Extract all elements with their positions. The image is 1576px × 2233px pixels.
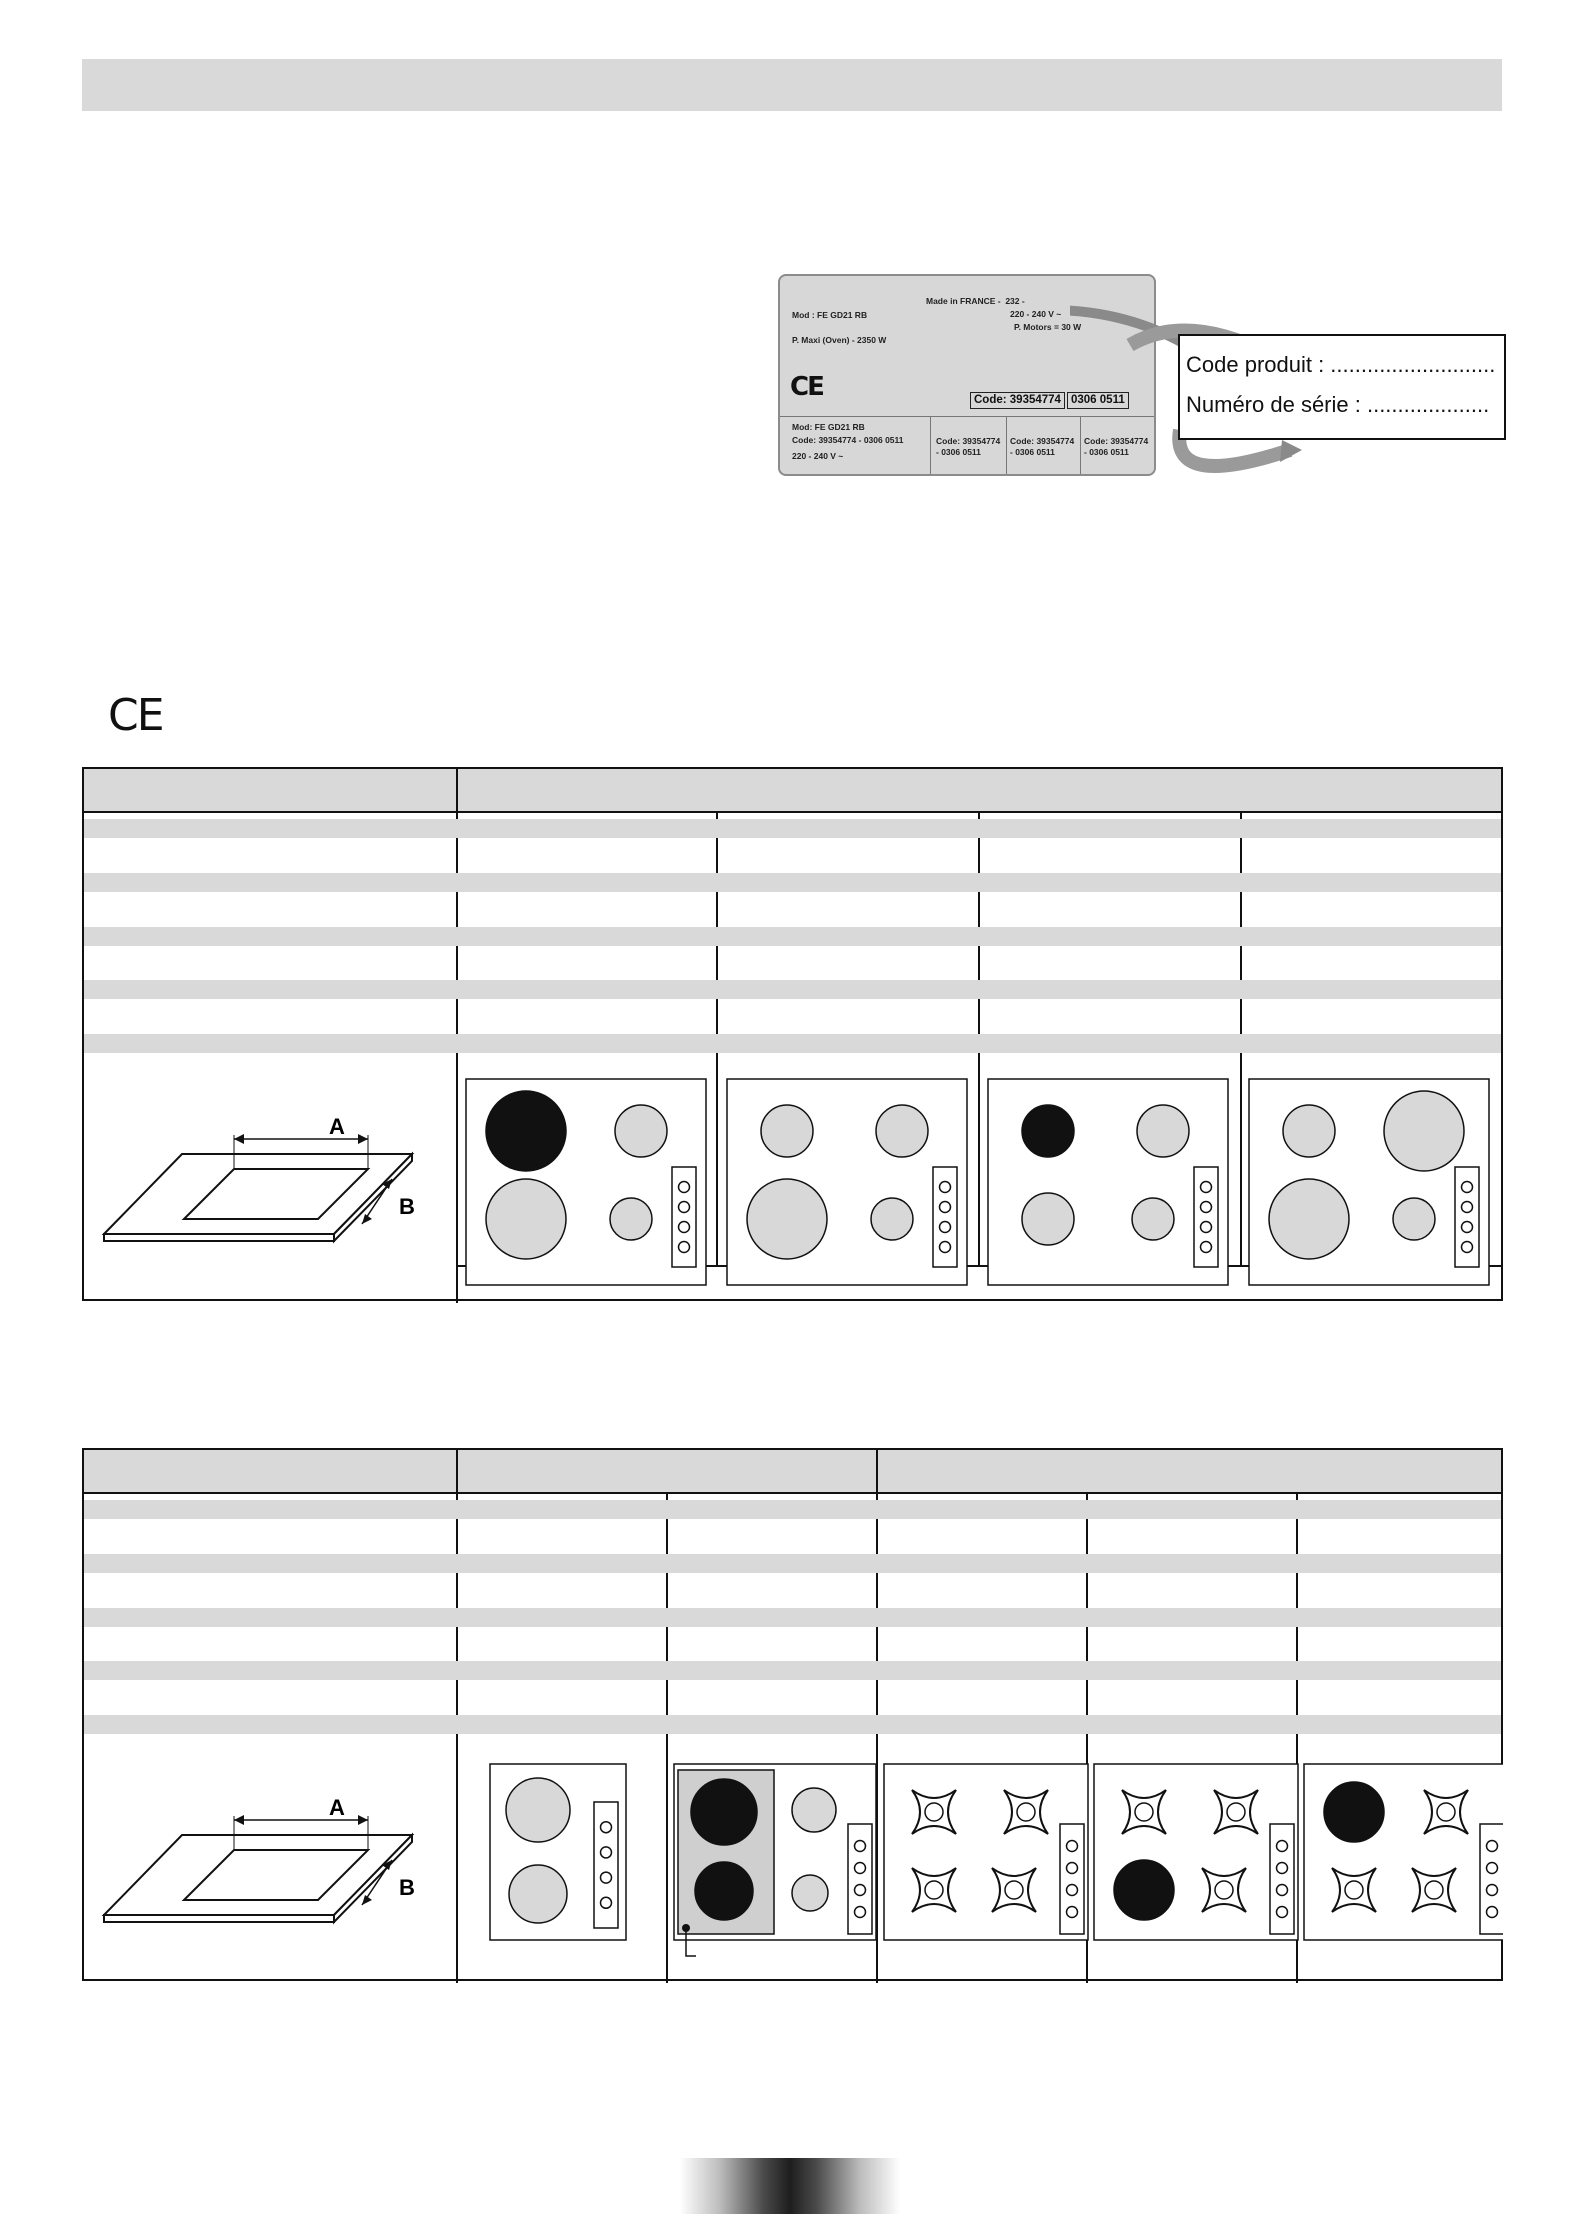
plate-voltage-top: 220 - 240 V ~ bbox=[1010, 309, 1062, 319]
knob-icon bbox=[1067, 1863, 1078, 1874]
knob-icon bbox=[1201, 1242, 1212, 1253]
cooking-zone bbox=[747, 1179, 827, 1259]
hot-plate-zone bbox=[1114, 1860, 1174, 1920]
cooking-zone bbox=[1132, 1198, 1174, 1240]
knob-icon bbox=[1462, 1182, 1473, 1193]
knob-icon bbox=[1067, 1885, 1078, 1896]
cooking-zone bbox=[610, 1198, 652, 1240]
burner-cap bbox=[1005, 1881, 1023, 1899]
dimension-b-label: B bbox=[399, 1194, 415, 1219]
knob-icon bbox=[679, 1202, 690, 1213]
cutout-diagram bbox=[94, 1780, 454, 1940]
table-row bbox=[84, 1034, 1501, 1053]
burner-cap bbox=[1017, 1803, 1035, 1821]
knob-icon bbox=[679, 1242, 690, 1253]
burner-cap bbox=[925, 1881, 943, 1899]
plate-model-2: Mod: FE GD21 RB bbox=[792, 422, 865, 432]
burner-cap bbox=[1437, 1803, 1455, 1821]
numero-serie-label: Numéro de série : .................... bbox=[1186, 392, 1490, 417]
plate-max-power: P. Maxi (Oven) - 2350 W bbox=[792, 335, 887, 345]
hot-plate-zone bbox=[486, 1091, 566, 1171]
knob-icon bbox=[940, 1202, 951, 1213]
plate-code: Code: 39354774 bbox=[970, 392, 1065, 409]
hot-plate-zone bbox=[1324, 1782, 1384, 1842]
hob-layout bbox=[1094, 1764, 1298, 1940]
burner-cap bbox=[1215, 1881, 1233, 1899]
knob-icon bbox=[601, 1822, 612, 1833]
knob-icon bbox=[1462, 1222, 1473, 1233]
plate-col-divider bbox=[1006, 416, 1007, 474]
knob-icon bbox=[1277, 1863, 1288, 1874]
knob-icon bbox=[679, 1222, 690, 1233]
knob-icon bbox=[1277, 1885, 1288, 1896]
plate-motors-power: P. Motors = 30 W bbox=[1014, 322, 1082, 332]
hob-layout bbox=[1304, 1764, 1503, 1940]
page-number-tab bbox=[680, 2158, 900, 2214]
cooking-zone bbox=[876, 1105, 928, 1157]
hob-outline bbox=[988, 1079, 1228, 1285]
hot-plate-zone bbox=[691, 1779, 757, 1845]
cooking-zone bbox=[792, 1788, 836, 1832]
cooking-zone bbox=[871, 1198, 913, 1240]
burner-cap bbox=[1135, 1803, 1153, 1821]
cooking-zone bbox=[792, 1875, 828, 1911]
knob-icon bbox=[855, 1841, 866, 1852]
header-band bbox=[82, 59, 1502, 111]
table-header bbox=[84, 1450, 1501, 1492]
table-row bbox=[84, 873, 1501, 892]
knob-icon bbox=[1462, 1242, 1473, 1253]
table-row bbox=[84, 1500, 1501, 1519]
plate-col-code: Code: 39354774 - 0306 0511 bbox=[1010, 436, 1075, 457]
knob-icon bbox=[679, 1182, 690, 1193]
plate-col-divider bbox=[930, 416, 931, 474]
knob-icon bbox=[1277, 1907, 1288, 1918]
cooking-zone bbox=[761, 1105, 813, 1157]
cooking-zone bbox=[1393, 1198, 1435, 1240]
cooking-zone bbox=[1137, 1105, 1189, 1157]
knob-icon bbox=[601, 1847, 612, 1858]
knob-icon bbox=[855, 1907, 866, 1918]
burner-cap bbox=[1425, 1881, 1443, 1899]
burner-cap bbox=[925, 1803, 943, 1821]
table-row bbox=[84, 819, 1501, 838]
knob-icon bbox=[940, 1242, 951, 1253]
hob-layout bbox=[988, 1079, 1228, 1285]
knob-icon bbox=[1487, 1885, 1498, 1896]
knob-icon bbox=[1487, 1841, 1498, 1852]
spec-table-1 bbox=[82, 767, 1503, 1301]
plate-serial: 0306 0511 bbox=[1067, 392, 1129, 409]
dimension-a-label: A bbox=[329, 1114, 345, 1139]
cooking-zone bbox=[615, 1105, 667, 1157]
plate-made-in: Made in FRANCE - 232 - bbox=[926, 296, 1025, 306]
ce-mark-icon: CE bbox=[108, 690, 163, 741]
cooking-zone bbox=[1022, 1193, 1074, 1245]
hot-plate-zone bbox=[1022, 1105, 1074, 1157]
plate-voltage-bottom: 220 - 240 V ~ bbox=[792, 451, 844, 461]
burner-cap bbox=[1227, 1803, 1245, 1821]
hob-outline bbox=[727, 1079, 967, 1285]
dimension-b-label: B bbox=[399, 1875, 415, 1900]
cooking-zone bbox=[506, 1778, 570, 1842]
burner-cap bbox=[1345, 1881, 1363, 1899]
cooking-zone bbox=[1269, 1179, 1349, 1259]
plate-model: Mod : FE GD21 RB bbox=[792, 310, 868, 320]
table-row bbox=[84, 927, 1501, 946]
dimension-a-label: A bbox=[329, 1795, 345, 1820]
knob-icon bbox=[1462, 1202, 1473, 1213]
hob-layout bbox=[466, 1079, 706, 1285]
cooking-zone bbox=[509, 1865, 567, 1923]
cooking-zone bbox=[1384, 1091, 1464, 1171]
knob-icon bbox=[940, 1182, 951, 1193]
plate-col-code: Code: 39354774 - 0306 0511 bbox=[1084, 436, 1149, 457]
code-produit-label: Code produit : ........................... bbox=[1186, 352, 1496, 377]
table-row bbox=[84, 1661, 1501, 1680]
plate-code-full: Code: 39354774 - 0306 0511 bbox=[792, 435, 904, 445]
hob-outline bbox=[884, 1764, 1088, 1940]
knob-icon bbox=[601, 1872, 612, 1883]
plate-col-code: Code: 39354774 - 0306 0511 bbox=[936, 436, 1001, 457]
cutout-diagram bbox=[94, 1099, 454, 1259]
table-row bbox=[84, 1608, 1501, 1627]
hot-plate-zone bbox=[695, 1862, 753, 1920]
table-row bbox=[84, 1715, 1501, 1734]
knob-icon bbox=[855, 1885, 866, 1896]
cooking-zone bbox=[486, 1179, 566, 1259]
knob-icon bbox=[1201, 1222, 1212, 1233]
table-row bbox=[84, 1554, 1501, 1573]
hob-diagrams-row-1 bbox=[458, 1069, 1503, 1289]
hob-layout bbox=[490, 1764, 626, 1940]
hob-diagrams-row-2 bbox=[458, 1750, 1503, 1980]
knob-icon bbox=[1067, 1907, 1078, 1918]
knob-icon bbox=[601, 1897, 612, 1908]
table-row bbox=[84, 980, 1501, 999]
knob-icon bbox=[1487, 1863, 1498, 1874]
knob-icon bbox=[1487, 1907, 1498, 1918]
hob-layout bbox=[674, 1764, 876, 1956]
cooking-zone bbox=[1283, 1105, 1335, 1157]
knob-icon bbox=[940, 1222, 951, 1233]
knob-icon bbox=[1201, 1202, 1212, 1213]
hob-layout bbox=[727, 1079, 967, 1285]
control-panel bbox=[594, 1802, 618, 1928]
table-header bbox=[84, 769, 1501, 811]
ce-mark-small-icon: CE bbox=[790, 372, 823, 402]
spec-table-2 bbox=[82, 1448, 1503, 1981]
hob-layout bbox=[884, 1764, 1088, 1940]
knob-icon bbox=[1277, 1841, 1288, 1852]
hob-layout bbox=[1249, 1079, 1489, 1285]
code-card bbox=[1178, 334, 1506, 440]
knob-icon bbox=[855, 1863, 866, 1874]
knob-icon bbox=[1067, 1841, 1078, 1852]
knob-icon bbox=[1201, 1182, 1212, 1193]
